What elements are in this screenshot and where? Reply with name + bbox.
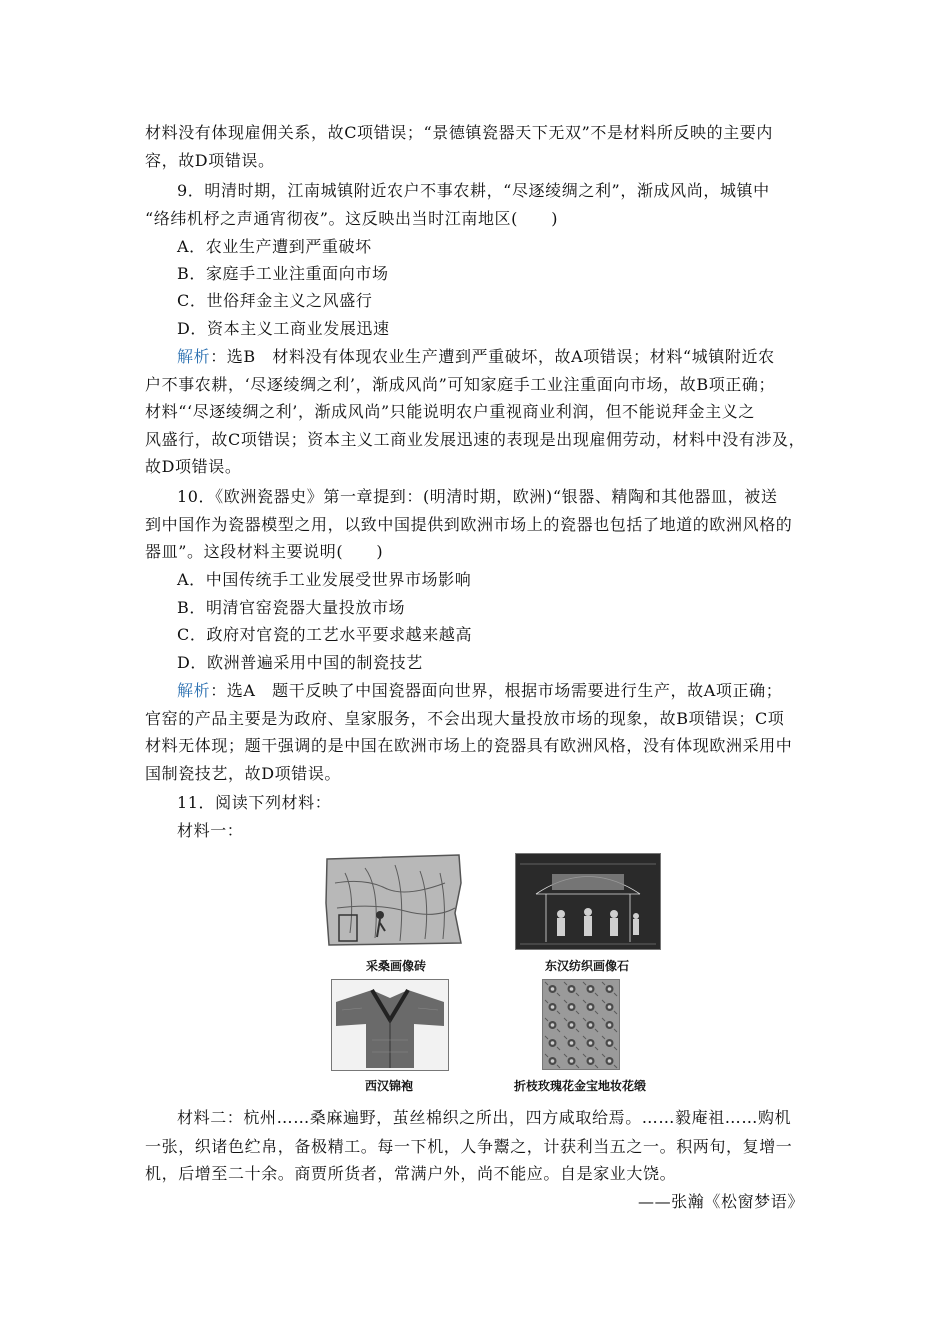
q11-material2: 机，后增至二十余。商贾所货者，常满户外，尚不能应。自是家业大饶。 bbox=[145, 1164, 677, 1183]
rose-brocade-image bbox=[542, 979, 620, 1070]
q11-material2: 材料二：杭州……桑麻遍野，茧丝棉织之所出，四方咸取给焉。……毅庵祖……购机 bbox=[177, 1108, 792, 1127]
q10-option-d: D．欧洲普遍采用中国的制瓷技艺 bbox=[177, 653, 423, 672]
continuation-line: 容，故D项错误。 bbox=[145, 151, 275, 170]
q10-stem: 器皿”。这段材料主要说明( ) bbox=[145, 542, 384, 561]
q9-option-c: C．世俗拜金主义之风盛行 bbox=[177, 291, 373, 310]
q10-option-a: A．中国传统手工业发展受世界市场影响 bbox=[177, 570, 472, 589]
q11-source: ——张瀚《松窗梦语》 bbox=[637, 1192, 804, 1211]
weaving-stone-image bbox=[515, 853, 661, 950]
analysis-label: 解析 bbox=[177, 347, 211, 366]
q11-material2: 一张，织诸色纻帛，备极精工。每一下机，人争鬻之，计获利当五之一。积两旬，复增一 bbox=[145, 1137, 793, 1156]
q9-option-d: D．资本主义工商业发展迅速 bbox=[177, 319, 390, 338]
q9-stem: “络纬机杼之声通宵彻夜”。这反映出当时江南地区( ) bbox=[145, 209, 559, 228]
q10-analysis: 解析：选A 题干反映了中国瓷器面向世界，根据市场需要进行生产，故A项正确； bbox=[177, 681, 783, 700]
q9-option-a: A．农业生产遭到严重破坏 bbox=[177, 237, 372, 256]
q9-stem: 9．明清时期，江南城镇附近农户不事农耕，“尽逐绫绸之利”，渐成风尚，城镇中 bbox=[177, 181, 770, 200]
q9-analysis: 故D项错误。 bbox=[145, 457, 242, 476]
q9-analysis: 户不事农耕，‘尽逐绫绸之利’，渐成风尚”可知家庭手工业注重面向市场，故B项正确； bbox=[145, 375, 776, 394]
q10-stem: 10．《欧洲瓷器史》第一章提到：(明清时期，欧洲)“银器、精陶和其他器皿，被送 bbox=[177, 487, 778, 506]
q11-material1-label: 材料一： bbox=[177, 821, 244, 840]
caption-mulberry-brick: 采桑画像砖 bbox=[365, 959, 426, 973]
q9-analysis: 风盛行，故C项错误；资本主义工商业发展迅速的表现是出现雇佣劳动，材料中没有涉及， bbox=[145, 430, 806, 449]
q10-analysis: 材料无体现；题干强调的是中国在欧洲市场上的瓷器具有欧洲风格，没有体现欧洲采用中 bbox=[145, 736, 793, 755]
caption-silk-robe: 西汉锦袍 bbox=[364, 1079, 413, 1093]
q10-option-b: B．明清官窑瓷器大量投放市场 bbox=[177, 598, 406, 617]
caption-weaving-stone: 东汉纺织画像石 bbox=[544, 959, 629, 973]
silk-robe-image bbox=[331, 979, 449, 1071]
q11-stem: 11．阅读下列材料： bbox=[177, 793, 332, 812]
analysis-label: 解析 bbox=[177, 681, 211, 700]
q10-stem: 到中国作为瓷器模型之用，以致中国提供到欧洲市场上的瓷器也包括了地道的欧洲风格的 bbox=[145, 515, 793, 534]
mulberry-brick-image bbox=[325, 853, 463, 947]
q9-analysis: 材料“‘尽逐绫绸之利’，渐成风尚”只能说明农户重视商业利润，但不能说拜金主义之 bbox=[145, 402, 755, 421]
q10-option-c: C．政府对官瓷的工艺水平要求越来越高 bbox=[177, 625, 473, 644]
q10-analysis: 官窑的产品主要是为政府、皇家服务，不会出现大量投放市场的现象，故B项错误；C项 bbox=[145, 709, 785, 728]
continuation-line: 材料没有体现雇佣关系，故C项错误；“景德镇瓷器天下无双”不是材料所反映的主要内 bbox=[145, 123, 774, 142]
q9-option-b: B．家庭手工业注重面向市场 bbox=[177, 264, 389, 283]
q10-analysis: 国制瓷技艺，故D项错误。 bbox=[145, 764, 342, 783]
q9-analysis: 解析：选B 材料没有体现农业生产遭到严重破坏，故A项错误；材料“城镇附近农 bbox=[177, 347, 775, 366]
caption-rose-brocade: 折枝玫瑰花金宝地妆花缎 bbox=[513, 1079, 646, 1093]
